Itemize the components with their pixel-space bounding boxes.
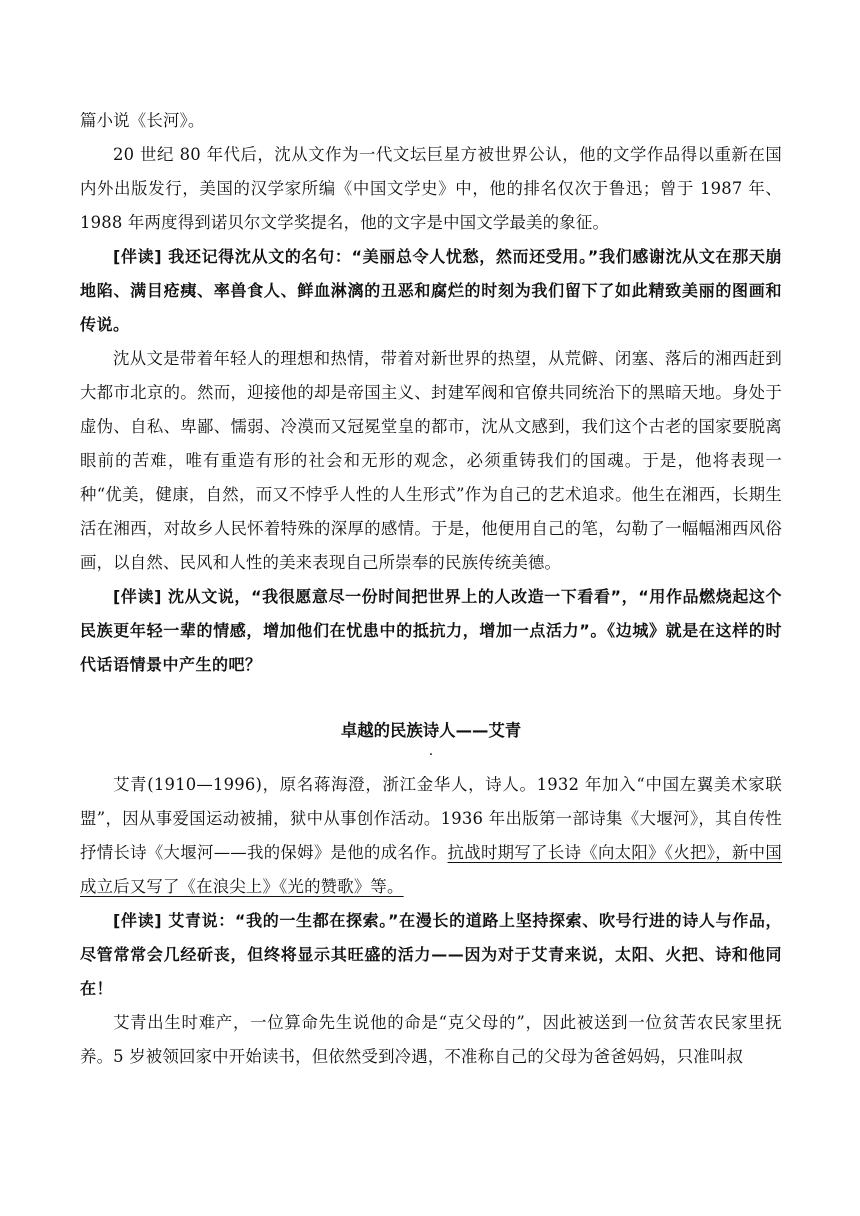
reading-note-1: [伴读] 我还记得沈从文的名句：“美丽总令人忧愁，然而还受用。”我们感谢沈从文在那天崩地陷、满目疮痍、率兽食人、鲜血淋漓的丑恶和腐烂的时刻为我们留下了如此精致美丽的图画和传说。 <box>80 247 782 334</box>
bio-underlined-text: 抗战时期写了长诗《向太阳》《火把》，新中国成立后又写了《在浪尖上》《光的赞歌》等。 <box>80 843 782 896</box>
paragraph-shen-congwen-recognition: 20 世纪 80 年代后，沈从文作为一代文坛巨星方被世界公认，他的文学作品得以重新在国内外出版发行，美国的汉学家所编《中国文学史》中，他的排名仅次于鲁迅；曾于 1987 年、1988 年两度得到诺贝尔文学奖提名，他的文字是中国文学最美的象征。 <box>80 145 782 232</box>
section-heading-ai-qing: 卓越的民族诗人——艾青 <box>340 721 522 740</box>
document-page <box>80 104 782 1074</box>
heading-dot: · <box>428 747 434 763</box>
reading-note-3: [伴读] 艾青说：“我的一生都在探索。”在漫长的道路上坚持探索、吹号行进的诗人与作品，尽管常常会几经斫丧，但终将显示其旺盛的活力——因为对于艾青来说，太阳、火把、诗和他同在！ <box>80 911 782 998</box>
bio-text: 艾青(1910—1996)，原名蒋海澄，浙江金华人，诗人。1932 年加入“中国左翼美术家联盟”，因从事爱国运动被捕，狱中从事创作活动。1936 年出版第一部诗集《大堰河》，其自传性抒情长诗《大堰河——我的保姆》是他的成名作。 <box>80 775 782 862</box>
paragraph-ai-qing-childhood: 艾青出生时难产，一位算命先生说他的命是“克父母的”，因此被送到一位贫苦农民家里抚养。5 岁被领回家中开始读书，但依然受到冷遇，不准称自己的父母为爸爸妈妈，只准叫叔 <box>80 1013 782 1066</box>
paragraph-continuation: 篇小说《长河》。 <box>80 111 205 130</box>
paragraph-ai-qing-bio <box>80 768 782 904</box>
reading-note-2: [伴读] 沈从文说，“我很愿意尽一份时间把世界上的人改造一下看看”，“用作品燃烧起这个民族更年轻一辈的情感，增加他们在忧患中的抵抗力，增加一点活力”。《边城》就是在这样的时代话语情景中产生的吧？ <box>80 587 782 674</box>
paragraph-shen-congwen-beijing: 沈从文是带着年轻人的理想和热情，带着对新世界的热望，从荒僻、闭塞、落后的湘西赶到大都市北京的。然而，迎接他的却是帝国主义、封建军阀和官僚共同统治下的黑暗天地。身处于虚伪、自私、卑鄙、懦弱、冷漠而又冠冕堂皇的都市，沈从文感到，我们这个古老的国家要脱离眼前的苦难，唯有重造有形的社会和无形的观念，必须重铸我们的国魂。于是，他将表现一种“优美，健康，自然，而又不悖乎人性的人生形式”作为自己的艺术追求。他生在湘西，长期生活在湘西，对故乡人民怀着特殊的深厚的感情。于是，他便用自己的笔，勾勒了一幅幅湘西风俗画，以自然、民风和人性的美来表现自己所崇奉的民族传统美德。 <box>80 349 782 572</box>
